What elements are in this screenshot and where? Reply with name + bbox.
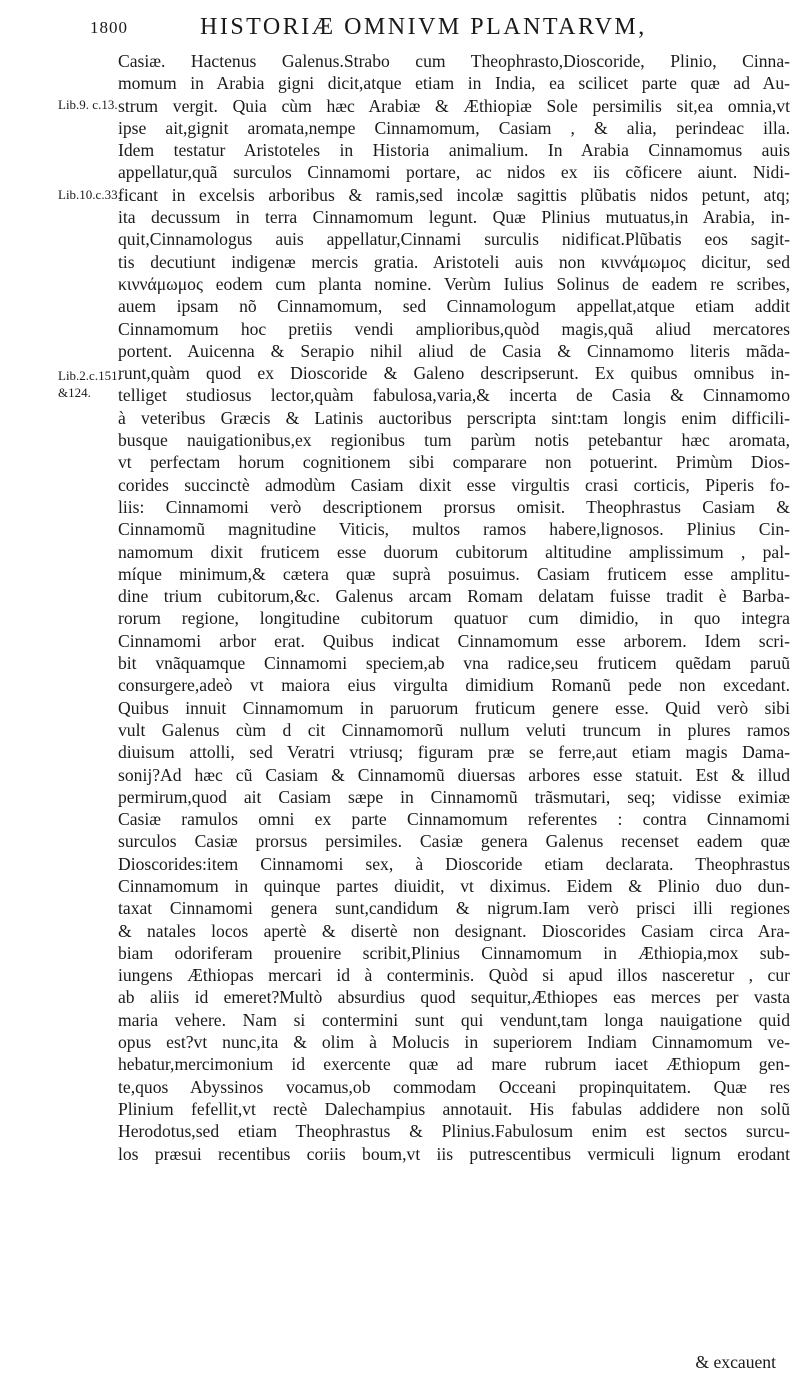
text-line: Cinnamomi arbor erat. Quibus indicat Cinnamomum esse arborem. Idem scri- [118, 630, 790, 651]
text-line: diuisum attolli, sed Veratri vtriusq; figuram præ se ferre,aut etiam magis Dama- [118, 742, 790, 763]
text-line: namomum dixit fruticem esse duorum cubitorum altitudine amplissimum , pal- [118, 541, 790, 562]
text-line: runt,quàm quod ex Dioscoride & Galeno descripserunt. Ex quibus omnibus in- [118, 363, 790, 384]
text-line: taxat Cinnamomi genera sunt,candidum & nigrum.Iam verò prisci illi regiones [118, 898, 790, 919]
page-header [0, 14, 800, 44]
text-line: vult Galenus cùm d cit Cinnamomorũ nullum veluti truncum in plures ramos [118, 719, 790, 740]
text-line: appellatur,quã surculos Cinnamomi portare, ac nidos ex iis cõficere aiunt. Nidi- [118, 162, 790, 183]
text-line: dine trium cubitorum,&c. Galenus arcam Romam delatam fuisse tradit è Barba- [118, 586, 790, 607]
text-line: te,quos Abyssinos vocamus,ob commodam Occeani propinquitatem. Quæ res [118, 1076, 790, 1097]
text-line: biam odoriferam prouenire scribit,Plinius Cinnamomum in Æthiopia,mox sub- [118, 942, 790, 963]
text-line: à veteribus Græcis & Latinis auctoribus perscripta sint:tam longis enim difficili- [118, 407, 790, 428]
text-line: consurgere,adeò vt maiora eius virgulta dimidium Romanũ pede non excedant. [118, 675, 790, 696]
text-line: bit vnãquamque Cinnamomi speciem,ab vna radice,seu fruticem quẽdam paruũ [118, 653, 790, 674]
text-line: telliget studiosus lector,quàm fabulosa,varia,& incerta de Casia & Cinnamomo [118, 385, 790, 406]
text-line: permirum,quod ait Casiam sæpe in Cinnamomũ trãsmutari, seq; vidisse eximiæ [118, 786, 790, 807]
margin-note: Lib.2.c.151. [58, 368, 121, 383]
text-line: Cinnamomum hoc pretiis vendi amplioribus,quòd magis,quã aliud mercatores [118, 318, 790, 339]
text-line: κιννάμωμος eodem cum planta nomine. Verùm Iulius Solinus de eadem re scribes, [118, 273, 790, 294]
page-number: 1800 [90, 18, 128, 37]
text-line: portent. Auicenna & Serapio nihil aliud de Casia & Cinnamomo literis mãda- [118, 340, 790, 361]
text-line: momum in Arabia gigni dicit,atque etiam in India, ea scilicet parte quæ ad Au- [118, 73, 790, 94]
catchword: & excauent [695, 1352, 776, 1372]
text-line: opus est?vt nunc,ita & olim à Molucis in superiorem Indiam Cinnamomum ve- [118, 1032, 790, 1053]
text-line: míque minimum,& cætera quæ suprà posuimus. Casiam fruticem esse amplitu- [118, 563, 790, 584]
text-line: surculos Casiæ prorsus persimiles. Casiæ genera Galenus recenset eadem quæ [118, 831, 790, 852]
margin-note: Lib.9. c.13. [58, 97, 118, 112]
text-line: Quibus innuit Cinnamomum in paruorum fruticum genere esse. Quid verò sibi [118, 697, 790, 718]
text-line: Casiæ ramulos omni ex parte Cinnamomum referentes : contra Cinnamomi [118, 809, 790, 830]
text-line: ita decussum in terra Cinnamomum legunt. Quæ Plinius mutuatus,in Arabia, in- [118, 207, 790, 228]
text-line: Casiæ. Hactenus Galenus.Strabo cum Theophrasto,Dioscoride, Plinio, Cinna- [118, 51, 790, 71]
text-line: iungens Æthiopas mercari id à conterminis. Quòd si apud illos nasceretur , cur [118, 965, 790, 986]
text-line: Plinium fefellit,vt rectè Dalechampius annotauit. His fabulas addidere non solũ [118, 1098, 790, 1119]
text-line: auem ipsam nõ Cinnamomum, sed Cinnamologum appellat,atque etiam addit [118, 296, 790, 317]
text-line: maria vehere. Nam si contermini sunt qui vendunt,tam longa nauigatione quid [118, 1009, 790, 1030]
text-line: Cinnamomum in quinque partes diuidit, vt diximus. Eidem & Plinio duo dun- [118, 875, 790, 896]
text-line: tis decutiunt indigenæ mercis gratia. Aristoteli auis non κιννάμωμος dicitur, sed [118, 251, 790, 272]
text-line: Dioscorides:item Cinnamomi sex, à Dioscoride etiam declarata. Theophrastus [118, 853, 790, 874]
text-line: ipse ait,gignit aromata,nempe Cinnamomum, Casiam , & alia, perindeac illa. [118, 117, 790, 138]
text-line: corides succinctè admodùm Casiam dixit esse virgultis crasi corticis, Piperis fo- [118, 474, 790, 495]
text-line: los præsui recentibus coriis boum,vt iis putrescentibus vermiculi lignum erodant [118, 1143, 790, 1164]
text-line: quit,Cinnamologus auis appellatur,Cinnami surculis nidificat.Plũbatis eos sagit- [118, 229, 790, 250]
text-line: hebatur,mercimonium id exercente quæ ad mare rubrum iacet Æthiopum gen- [118, 1054, 790, 1075]
body-text [118, 50, 790, 1165]
text-line: strum vergit. Quia cùm hæc Arabiæ & Æthiopiæ Sole persimilis sit,ea omnia,vt [118, 95, 790, 116]
text-line: & natales locos apertè & disertè non designant. Dioscorides Casiam circa Ara- [118, 920, 790, 941]
margin-note: &124. [58, 385, 91, 400]
text-line: ficant in excelsis arboribus & ramis,sed incolæ sagittis plũbatis nidos petunt, atq; [118, 184, 790, 205]
margin-note: Lib.10.c.33. [58, 187, 121, 202]
text-line: Cinnamomũ magnitudine Viticis, multos ramos habere,lignosos. Plinius Cin- [118, 519, 790, 540]
text-line: ab aliis id emeret?Multò absurdius quod sequitur,Æthiopes eas merces per vasta [118, 987, 790, 1008]
text-line: Herodotus,sed etiam Theophrastus & Plinius.Fabulosum enim est sectos surcu- [118, 1121, 790, 1142]
text-line: liis: Cinnamomi verò descriptionem prorsus omisit. Theophrastus Casiam & [118, 496, 790, 517]
text-line: Idem testatur Aristoteles in Historia animalium. In Arabia Cinnamomus auis [118, 140, 790, 161]
text-line: vt perfectam horum cognitionem sibi comparare non potuerint. Primùm Dios- [118, 452, 790, 473]
text-line: rorum regione, longitudine cubitorum quatuor cum dimidio, in quo integra [118, 608, 790, 629]
text-line: busque nauigationibus,ex regionibus tum parùm notis petebantur hæc aromata, [118, 430, 790, 451]
running-title: HISTORIÆ OMNIVM PLANTARVM, [200, 14, 647, 40]
text-line: sonij?Ad hæc cũ Casiam & Cinnamomũ diuersas arbores esse statuit. Est & illud [118, 764, 790, 785]
